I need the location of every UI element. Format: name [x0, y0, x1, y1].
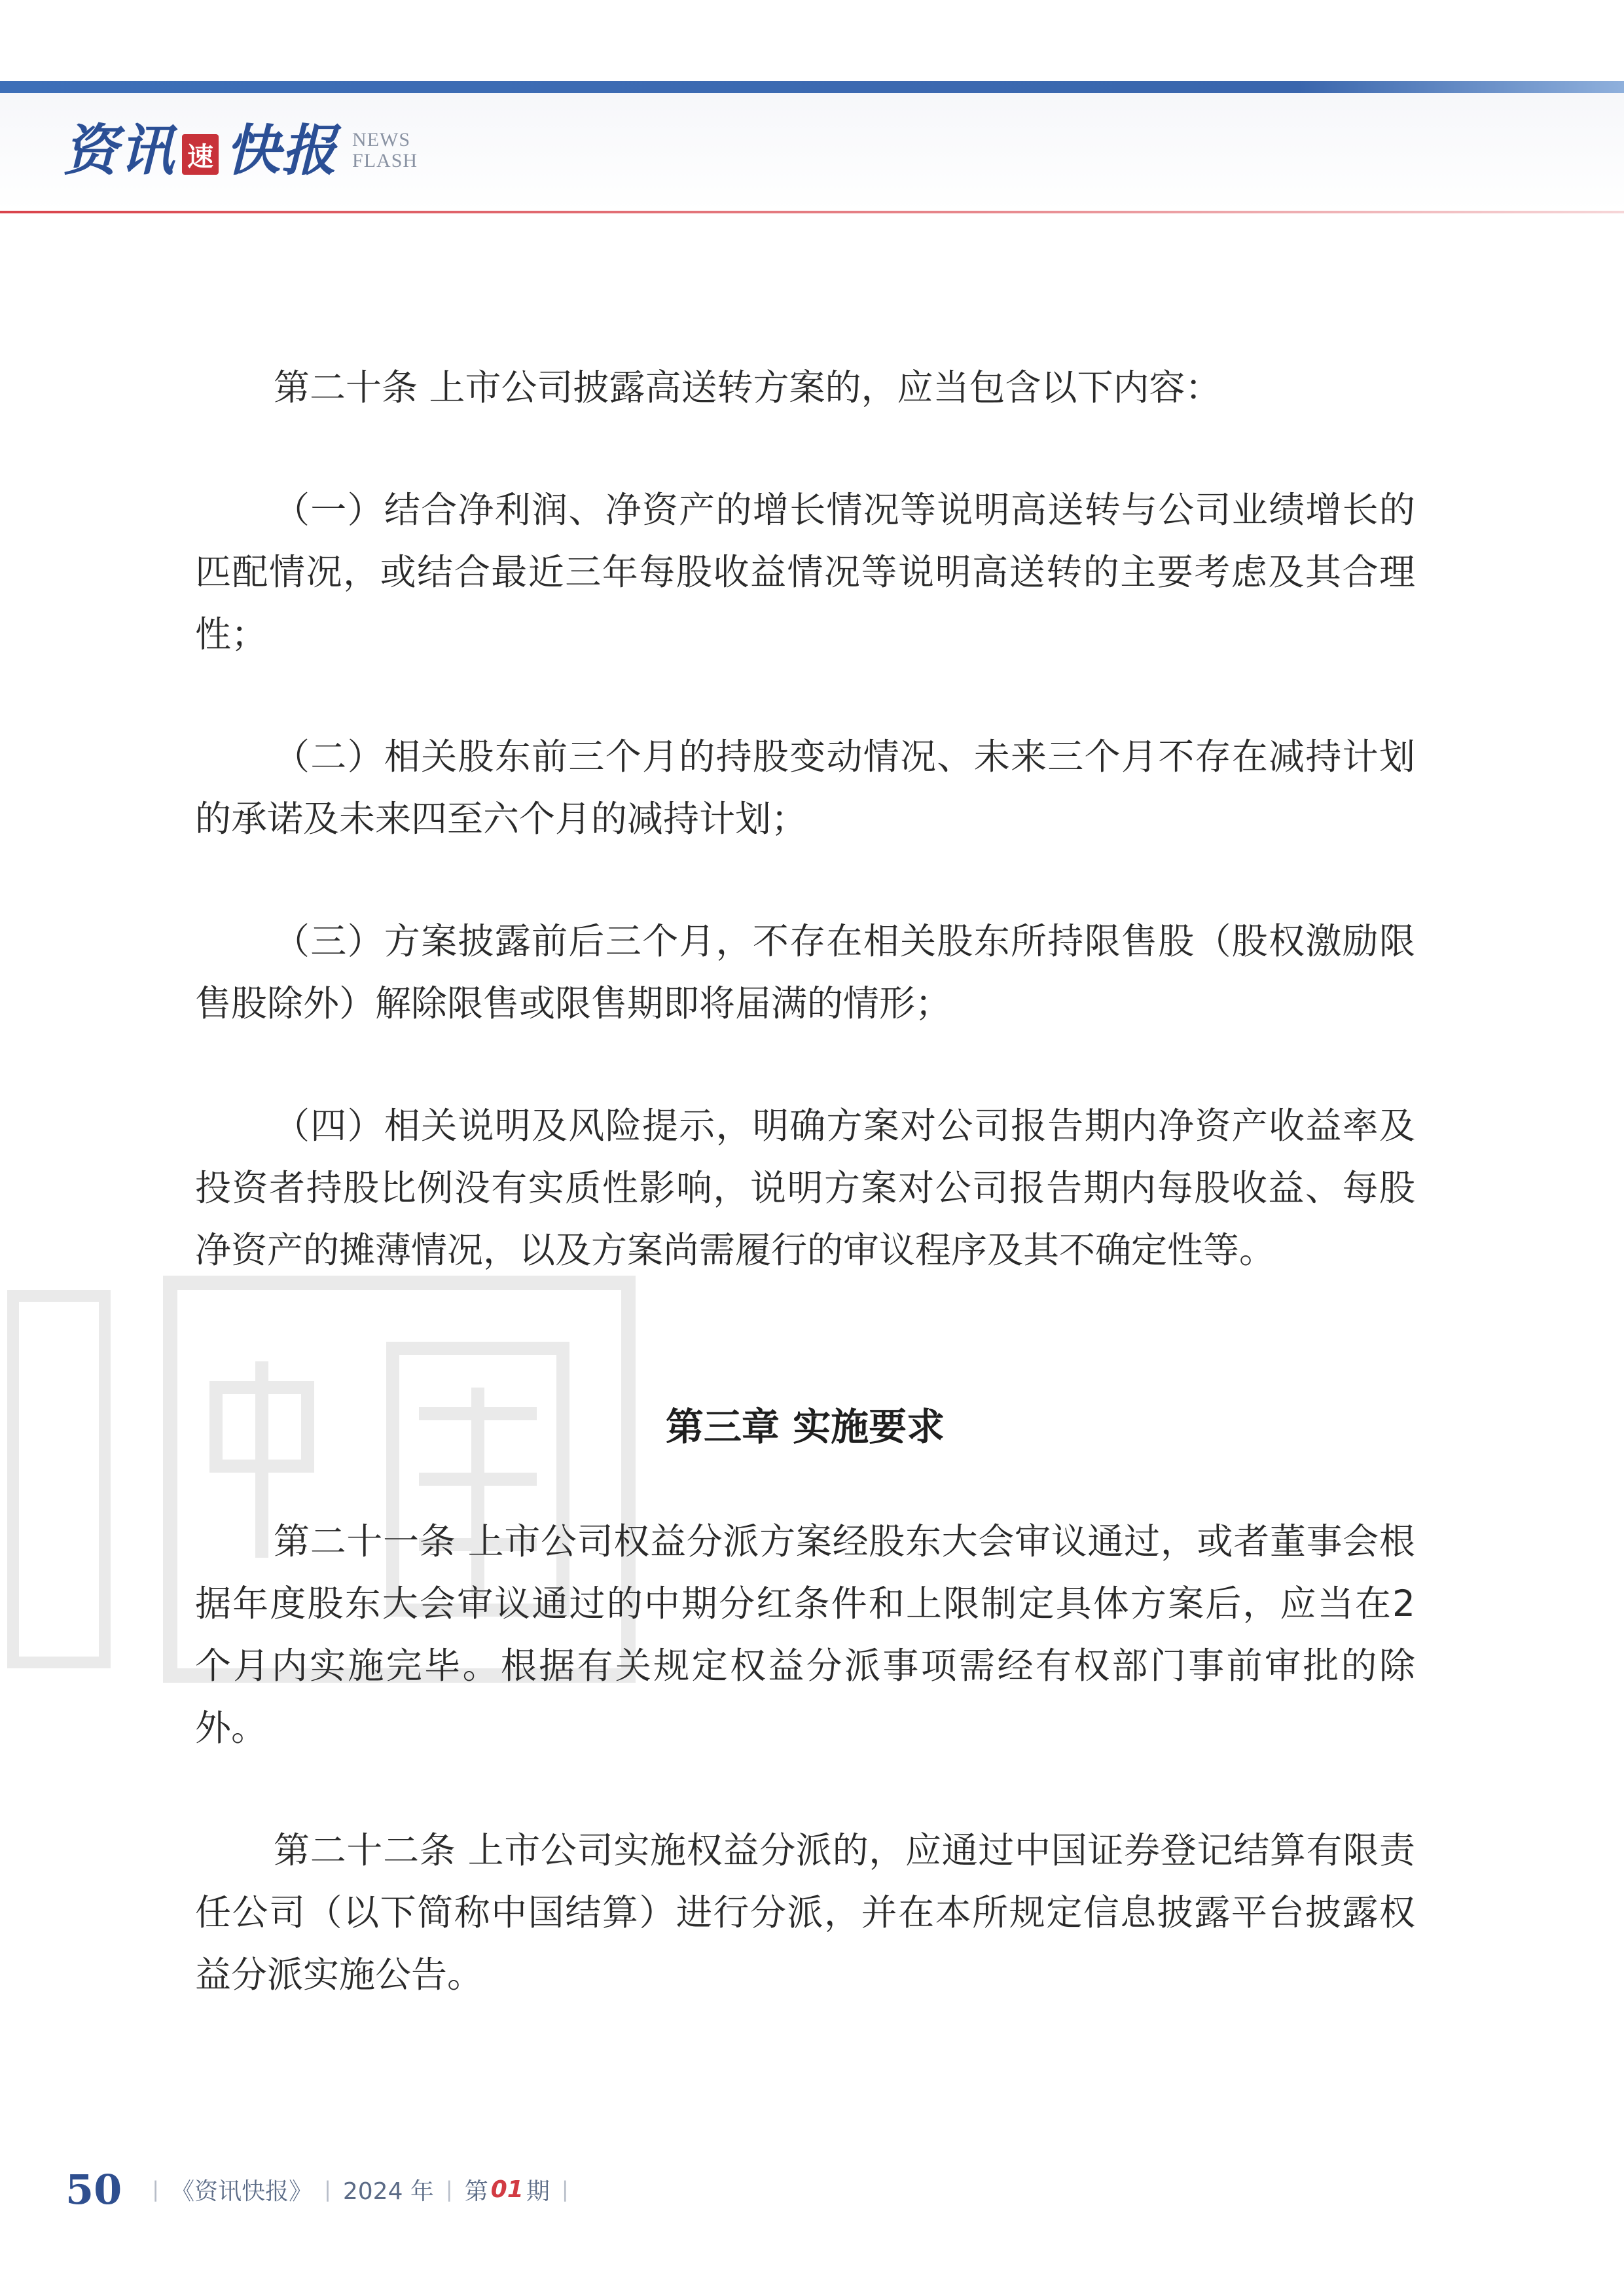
article-21: 第二十一条 上市公司权益分派方案经股东大会审议通过，或者董事会根据年度股东大会审议通过的中期分红条件和上限制定具体方案后，应当在2 个月内实施完毕。根据有关规定权益分派事项需经有权部门事前审批的除外。 [195, 1520, 1415, 1749]
footer-issue-suffix: 期 [526, 2178, 550, 2205]
article-20-item-4: （四）相关说明及风险提示，明确方案对公司报告期内净资产收益率及投资者持股比例没有实质性影响，说明方案对公司报告期内每股收益、每股净资产的摊薄情况，以及方案尚需履行的审议程序及其不确定性等。 [195, 1105, 1415, 1271]
article-20-item-1: （一）结合净利润、净资产的增长情况等说明高送转与公司业绩增长的匹配情况，或结合最近三年每股收益情况等说明高送转的主要考虑及其合理性； [195, 489, 1415, 655]
footer-separator: | [561, 2177, 569, 2202]
logo-text-right: 快报 [225, 118, 338, 183]
page-number: 50 [65, 2165, 122, 2214]
article-20-intro: 第二十条 上市公司披露高送转方案的，应当包含以下内容： [274, 367, 1221, 408]
logo-subtitle-flash: FLASH [352, 150, 418, 171]
chapter-title: 第三章 实施要求 [665, 1405, 945, 1449]
footer-separator: | [324, 2177, 331, 2202]
article-20-item-2: （二）相关股东前三个月的持股变动情况、未来三个月不存在减持计划的承诺及未来四至六个月的减持计划； [195, 736, 1415, 840]
footer-publication: 《资讯快报》 [171, 2178, 313, 2205]
footer-separator: | [152, 2177, 160, 2202]
logo-seal-icon: 速 [182, 134, 219, 175]
logo-subtitle [352, 130, 418, 171]
article-body [195, 357, 1415, 2006]
footer-year: 2024 年 [342, 2178, 434, 2205]
header-divider [0, 211, 1624, 213]
logo-text-left: 资讯 [63, 118, 176, 183]
footer-separator: | [445, 2177, 453, 2202]
article-22: 第二十二条 上市公司实施权益分派的，应通过中国证券登记结算有限责任公司（以下简称中国结算）进行分派，并在本所规定信息披露平台披露权益分派实施公告。 [195, 1829, 1415, 1996]
logo-subtitle-news: NEWS [352, 129, 411, 151]
page-footer [65, 2160, 581, 2219]
header-top-bar [0, 81, 1624, 93]
footer-issue-number: 01 [490, 2176, 524, 2203]
footer-issue-prefix: 第 [464, 2178, 488, 2205]
publication-logo [63, 111, 418, 190]
article-20-item-3: （三）方案披露前后三个月，不存在相关股东所持限售股（股权激励限售股除外）解除限售或限售期即将届满的情形； [195, 920, 1415, 1024]
